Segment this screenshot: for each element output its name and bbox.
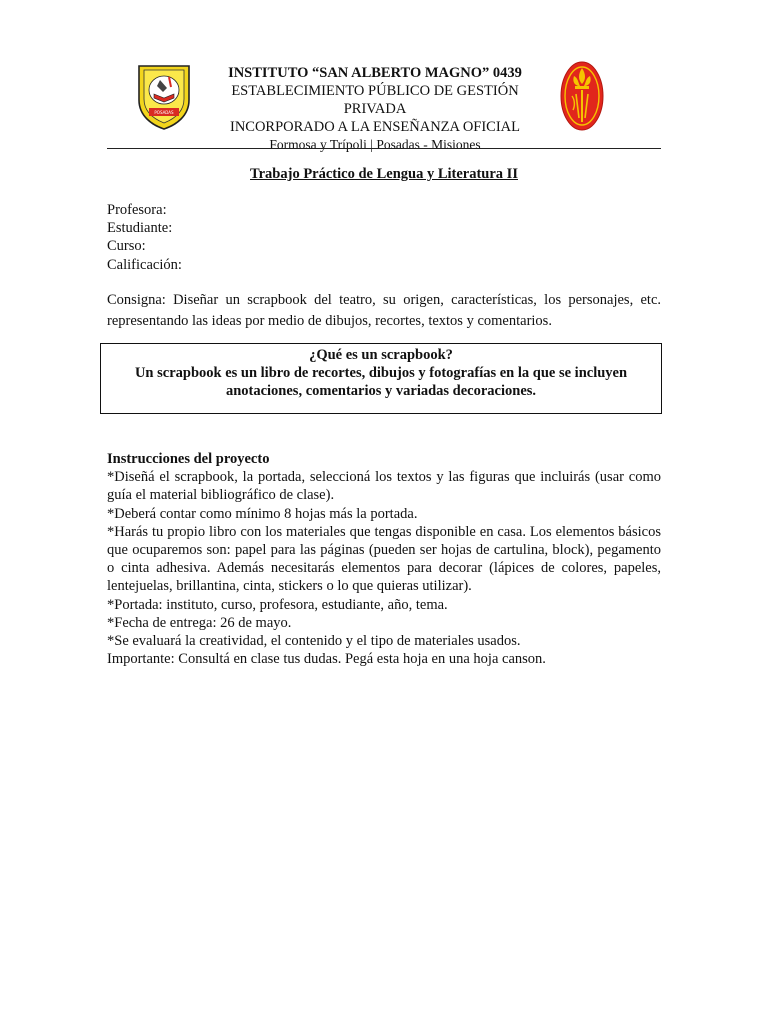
consigna-paragraph: Consigna: Diseñar un scrapbook del teatro, su origen, características, los personajes, etc. representando las ideas por medio de dibujos, recortes, textos y comentarios. bbox=[107, 292, 661, 329]
school-type: ESTABLECIMIENTO PÚBLICO DE GESTIÓN PRIVADA bbox=[231, 83, 519, 117]
instruction-item: *Se evaluará la creatividad, el contenido y el tipo de materiales usados. bbox=[107, 633, 521, 650]
instruction-item: *Diseñá el scrapbook, la portada, seleccioná los textos y las figuras que incluirás (usar como guía el material bibliográfico de clase). bbox=[107, 469, 661, 504]
instructions-heading: Instrucciones del proyecto bbox=[107, 451, 270, 467]
school-crest-icon bbox=[136, 62, 192, 130]
field-curso: Curso: bbox=[107, 238, 146, 255]
header-divider bbox=[107, 148, 661, 149]
instruction-item: *Deberá contar como mínimo 8 hojas más la portada. bbox=[107, 505, 418, 522]
seal-icon bbox=[559, 60, 605, 132]
school-name: INSTITUTO “SAN ALBERTO MAGNO” 0439 bbox=[228, 65, 522, 81]
student-fields bbox=[107, 201, 182, 274]
definition-box bbox=[100, 343, 662, 414]
field-estudiante: Estudiante: bbox=[107, 220, 173, 237]
document-title: Trabajo Práctico de Lengua y Literatura II bbox=[250, 166, 518, 182]
instruction-item: Importante: Consultá en clase tus dudas. Pegá esta hoja en una hoja canson. bbox=[107, 651, 546, 668]
field-profesora: Profesora: bbox=[107, 202, 167, 218]
school-address: Formosa y Trípoli | Posadas - Misiones bbox=[269, 137, 481, 152]
school-header bbox=[200, 64, 550, 154]
field-calificacion: Calificación: bbox=[107, 256, 182, 273]
instruction-item: *Harás tu propio libro con los materiales que tengas disponible en casa. Los elementos básicos que ocuparemos son: papel para las páginas (pueden ser hojas de cartulina, block), pegamento o cinta adhesiva. Además necesitarás elementos para decorar (lápices de colores, papeles, lentejuelas, brillantina, cinta, stickers o lo que quieras utilizar). bbox=[107, 523, 661, 595]
instructions-section bbox=[107, 450, 661, 668]
school-incorporation: INCORPORADO A LA ENSEÑANZA OFICIAL bbox=[229, 119, 521, 135]
definition-text: Un scrapbook es un libro de recortes, dibujos y fotografías en la que se incluyen anotaciones, comentarios y variadas decoraciones. bbox=[134, 365, 628, 399]
definition-question: ¿Qué es un scrapbook? bbox=[309, 347, 453, 363]
instruction-item: *Fecha de entrega: 26 de mayo. bbox=[107, 614, 292, 631]
svg-text:POSADAS: POSADAS bbox=[154, 110, 174, 115]
instruction-item: *Portada: instituto, curso, profesora, estudiante, año, tema. bbox=[107, 596, 448, 613]
